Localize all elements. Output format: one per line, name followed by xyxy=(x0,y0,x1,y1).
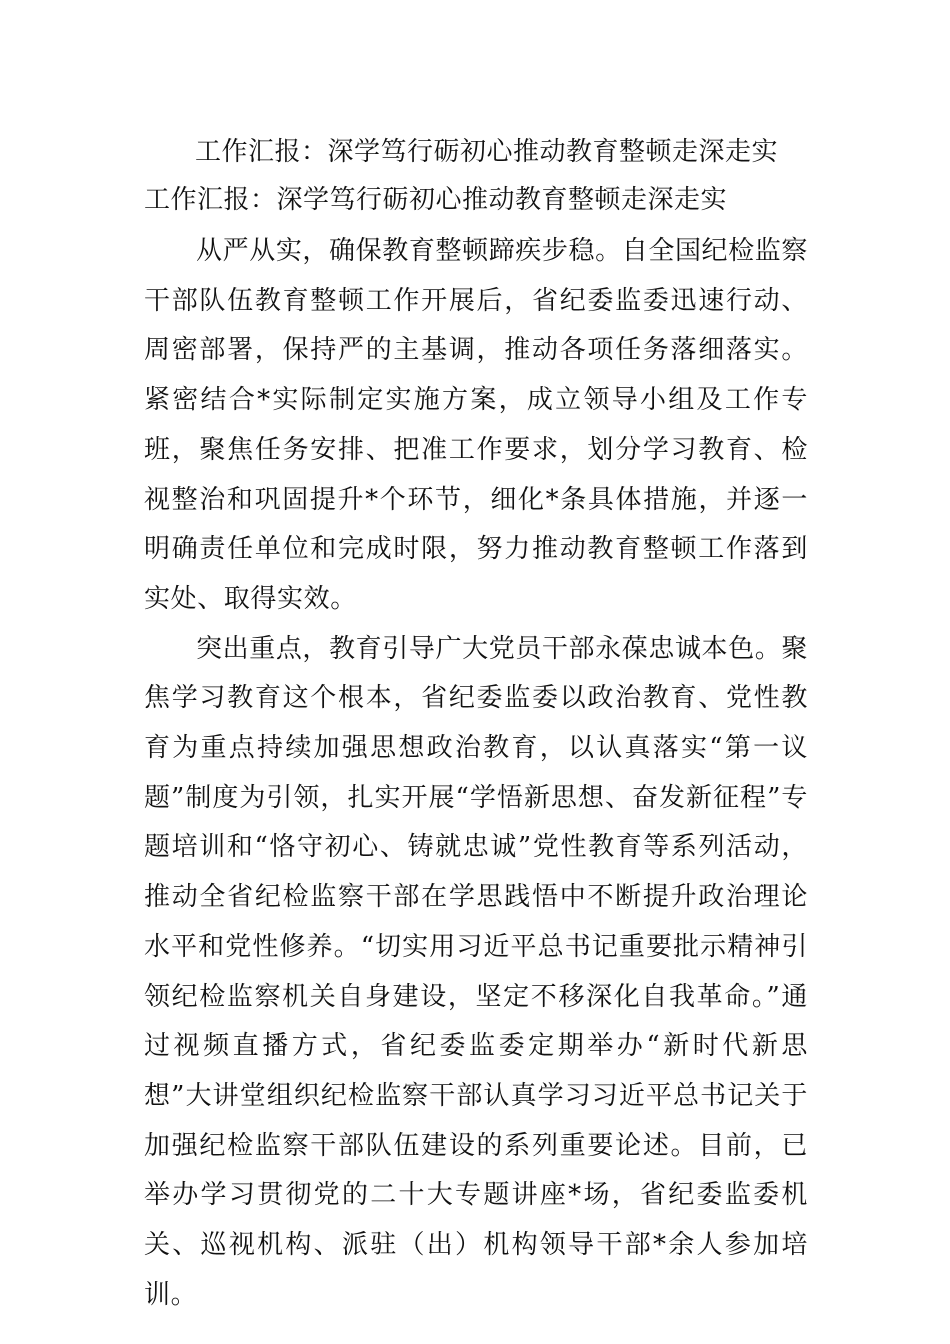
paragraph-2: 突出重点，教育引导广大党员干部永葆忠诚本色。聚焦学习教育这个根本，省纪委监委以政治教育、党性教育为重点持续加强思想政治教育，以认真落实“第一议题”制度为引领，扎实开展“学悟新思想、奋发新征程”专题培训和“恪守初心、铸就忠诚”党性教育等系列活动，推动全省纪检监察干部在学思践悟中不断提升政治理论水平和党性修养。“切实用习近平总书记重要批示精神引领纪检监察机关自身建设，坚定不移深化自我革命。”通过视频直播方式，省纪委监委定期举办“新时代新思想”大讲堂组织纪检监察干部认真学习习近平总书记关于加强纪检监察干部队伍建设的系列重要论述。目前，已举办学习贯彻党的二十大专题讲座*场，省纪委监委机关、巡视机构、派驻（出）机构领导干部*余人参加培训。 xyxy=(144,633,808,1310)
document-subtitle: 工作汇报：深学笃行砺初心推动教育整顿走深走实 xyxy=(144,185,728,215)
paragraph-1: 从严从实，确保教育整顿蹄疾步稳。自全国纪检监察干部队伍教育整顿工作开展后，省纪委监委迅速行动、周密部署，保持严的主基调，推动各项任务落细落实。紧密结合*实际制定实施方案，成立领导小组及工作专班，聚焦任务安排、把准工作要求，划分学习教育、检视整治和巩固提升*个环节，细化*条具体措施，并逐一明确责任单位和完成时限，努力推动教育整顿工作落到实处、取得实效。 xyxy=(144,236,808,614)
document-body xyxy=(144,227,808,1320)
document-title: 工作汇报：深学笃行砺初心推动教育整顿走深走实 xyxy=(195,137,779,167)
